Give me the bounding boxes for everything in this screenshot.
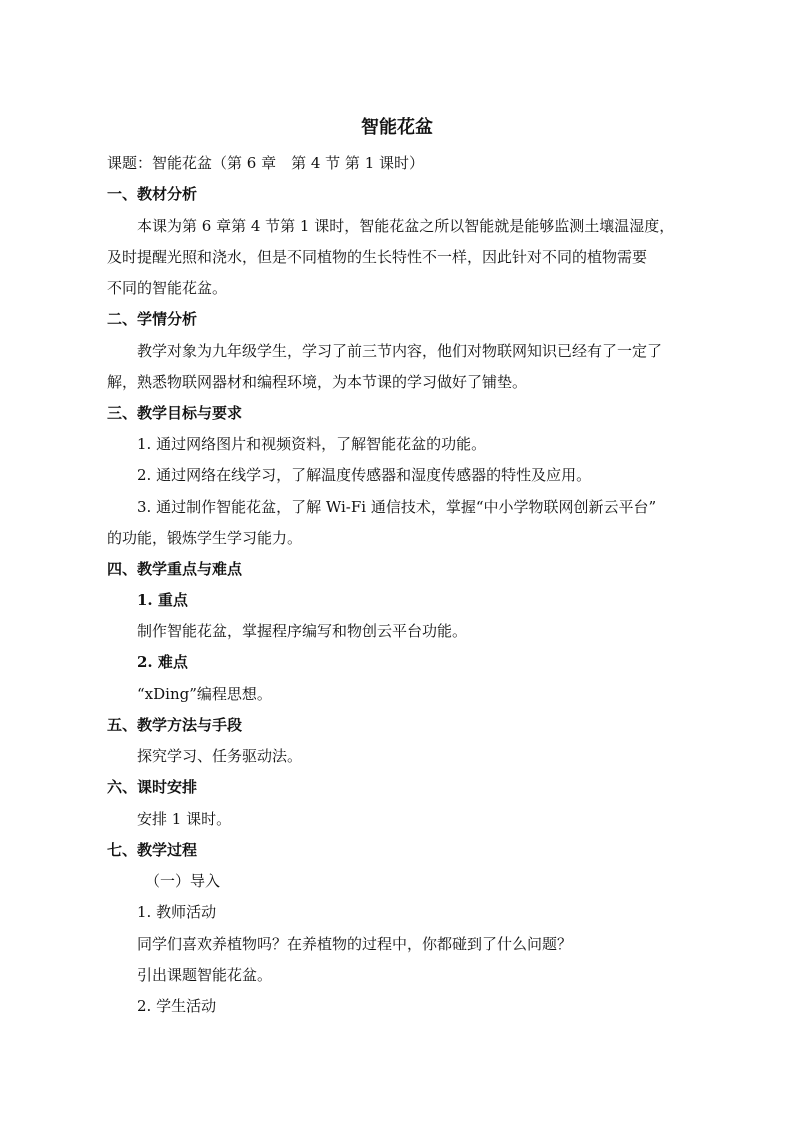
subheading-key-point: 1. 重点 [137, 591, 188, 609]
paragraph-line: 教学对象为九年级学生，学习了前三节内容，他们对物联网知识已经有了一定了 [137, 342, 663, 360]
list-item: 1. 教师活动 [137, 903, 217, 921]
paragraph-line: “xDing”编程思想。 [137, 685, 272, 703]
paragraph-line: 引出课题智能花盆。 [137, 966, 273, 984]
paragraph-line: 制作智能花盆，掌握程序编写和物创云平台功能。 [137, 622, 468, 640]
section-heading-1: 一、教材分析 [107, 185, 198, 203]
list-item: 2. 通过网络在线学习，了解温度传感器和湿度传感器的特性及应用。 [137, 466, 592, 484]
course-info: 课题：智能花盆（第 6 章 第 4 节 第 1 课时） [107, 154, 425, 172]
paragraph-line: 同学们喜欢养植物吗？在养植物的过程中，你都碰到了什么问题？ [137, 935, 573, 953]
section-heading-3: 三、教学目标与要求 [107, 404, 243, 422]
document-title: 智能花盆 [361, 117, 433, 138]
paragraph-line: 安排 1 课时。 [137, 810, 232, 828]
list-item: 1. 通过网络图片和视频资料，了解智能花盆的功能。 [137, 435, 487, 453]
section-heading-2: 二、学情分析 [107, 310, 198, 328]
paragraph-line: 解，熟悉物联网器材和编程环境，为本节课的学习做好了铺垫。 [107, 373, 528, 391]
subsection-heading: （一）导入 [145, 872, 221, 890]
subheading-difficult-point: 2. 难点 [137, 653, 188, 671]
paragraph-line: 探究学习、任务驱动法。 [137, 747, 303, 765]
section-heading-7: 七、教学过程 [107, 841, 198, 859]
section-heading-5: 五、教学方法与手段 [107, 716, 243, 734]
list-item: 3. 通过制作智能花盆，了解 Wi-Fi 通信技术，掌握“中小学物联网创新云平台” [137, 498, 657, 516]
list-item: 2. 学生活动 [137, 997, 217, 1015]
paragraph-line: 不同的智能花盆。 [107, 279, 228, 297]
list-item-continuation: 的功能，锻炼学生学习能力。 [107, 529, 303, 547]
section-heading-4: 四、教学重点与难点 [107, 560, 243, 578]
paragraph-line: 及时提醒光照和浇水，但是不同植物的生长特性不一样，因此针对不同的植物需要 [107, 248, 648, 266]
section-heading-6: 六、课时安排 [107, 778, 198, 796]
paragraph-line: 本课为第 6 章第 4 节第 1 课时，智能花盆之所以智能就是能够监测土壤温湿度， [137, 217, 675, 235]
